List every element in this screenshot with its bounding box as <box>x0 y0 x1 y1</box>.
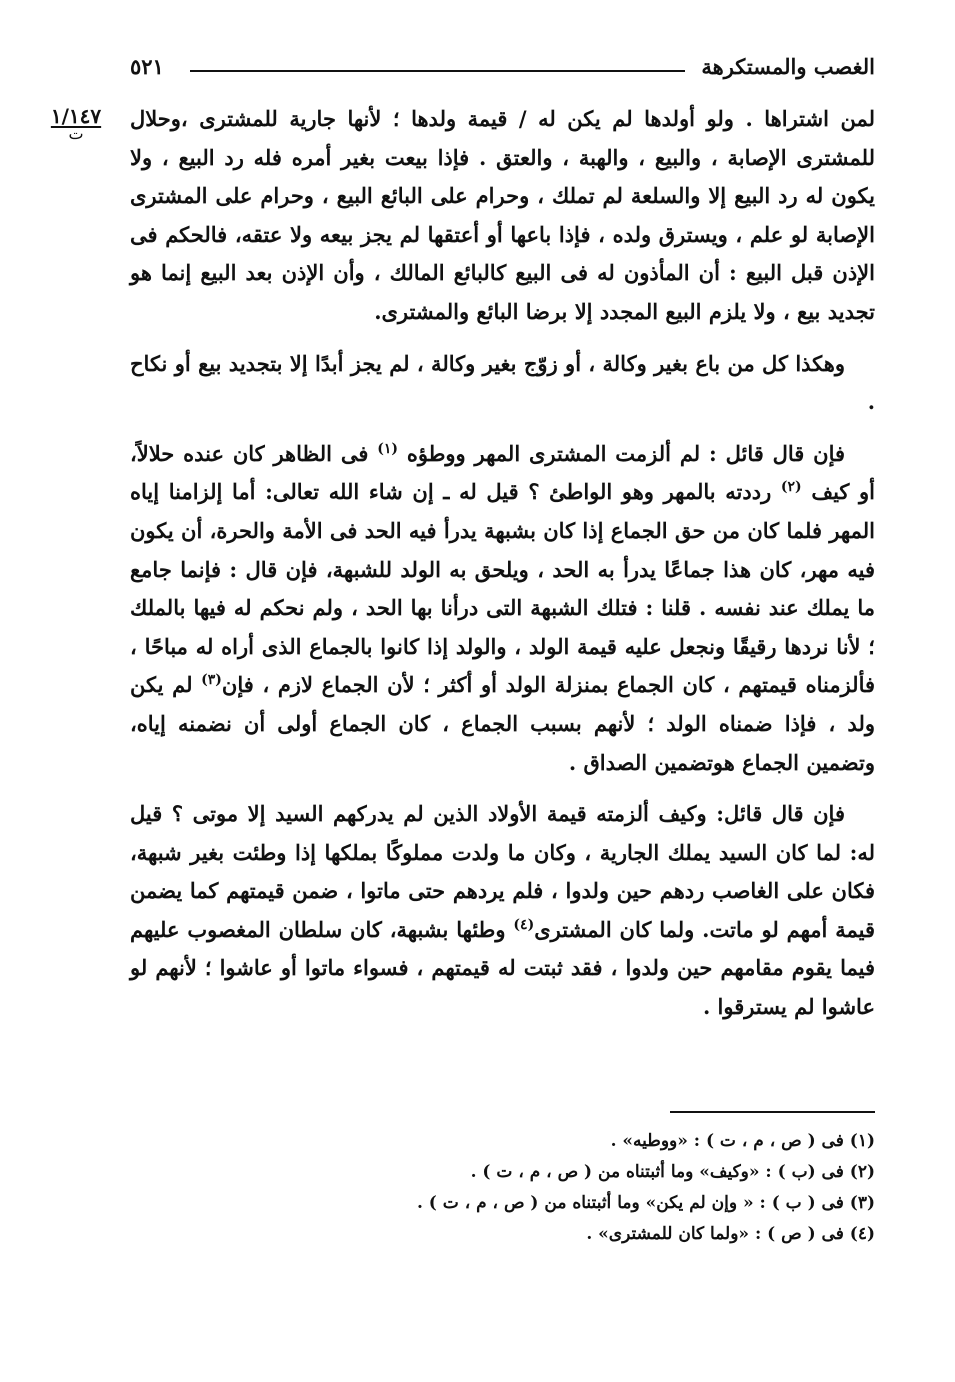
paragraph-text: رددته بالمهر وهو الواطئ ؟ قيل له ـ إن شاء الله تعالى: أما إلزامنا إياه المهر فلما كان من حق الجماع إذا كان بشبهة يدرأ فيه الحد فى الأمة والحرة، أن يكون فيه مهر، كان هذا جماعًا يدرأ به الحد ، ويلحق به الولد للشبهة، فإن قال : فإنما جامع ما يملك عند نفسه . قلنا : فتلك الشبهة التى درأنا بها الحد ، ولم نحكم له فيها بالملك ؛ لأنا نردها رقيقًا ونجعل عليه قيمة الولد ، والولد إذا كانوا بالجماع الذى أراه له مباحًا ، فألزمناه قيمتهم ، كان الجماع بمنزلة الولد أو أكثر ؛ لأن الجماع لازم ، فإن <box>130 479 876 698</box>
paragraph <box>130 435 875 782</box>
footnote: (١) فى ( ص ، م ، ت ) : «ووطيه» . <box>610 1131 875 1151</box>
page-number: ٥٢١ <box>130 54 164 79</box>
header-rule <box>190 70 685 72</box>
paragraph-text: فى الظاهر كان عنده حلالاً، أو كيف <box>130 440 876 505</box>
footnotes <box>130 1126 875 1250</box>
paragraph-text: وطئها بشبهة، كان سلطان المغصوب عليهم فيما يقوم مقامهم حين ولدوا ، فقد ثبتت له قيمتهم ، فسواء ماتوا أو عاشوا ؛ لأنهم لو عاشوا لم يسترقوا . <box>130 916 875 1020</box>
paragraph <box>130 795 875 1027</box>
chapter-title: الغصب والمستكرهة <box>701 54 875 79</box>
paragraph-text: فإن قال قائل: وكيف ألزمته قيمة الأولاد الذين لم يدركهم السيد إلا موتى ؟ قيل له: لما كان السيد يملك الجارية ، وكان ما ولدت مملوكًا بملكها إذا وطئت بغير شبهة، فكان على الغاصب ردهم حين ولدوا ، فلم يردهم حتى ماتوا ، ضمن قيمتهم كما يضمن قيمة أمهم لو ماتت. ولما كان المشترى <box>130 801 876 942</box>
footnote-separator <box>670 1111 875 1113</box>
paragraph: وهكذا كل من باع بغير وكالة ، أو زوّج بغير وكالة ، لم يجز أبدًا إلا بتجديد بيع أو نكاح . <box>130 350 875 415</box>
running-header <box>130 50 875 86</box>
footnote: (٢) فى (ب ) : «وكيف» وما أثبتناه من ( ص ، م ، ت ) . <box>470 1162 875 1182</box>
folio-manuscript-siglum: ت <box>68 124 84 143</box>
footnote-marker: (٣) <box>201 672 222 689</box>
manuscript-folio-note <box>42 104 110 143</box>
paragraph-text: لم يكن ولد ، فإذا ضمناه الولد ؛ لأنهم بسبب الجماع ، كان الجماع أولى أن نضمنه إياه، وتضمين الجماع هوتضمين الصداق . <box>130 672 875 775</box>
footnote: (٣) فى ( ب ) : « وإن لم يكن» وما أثبتناه من ( ص ، م ، ت ) . <box>416 1193 875 1213</box>
footnote-marker: (٤) <box>513 916 535 933</box>
footnote: (٤) فى ( ص ) : «ولما كان للمشترى» . <box>586 1224 875 1244</box>
footnote-marker: (١) <box>377 440 398 457</box>
main-text <box>130 100 875 1027</box>
folio-reference: ١/١٤٧ <box>50 104 102 128</box>
paragraph: لمن اشتراها . ولو أولدها لم يكن له / قيمة ولدها ؛ لأنها جارية للمشترى ،وحلال للمشترى الإصابة ، والبيع ، والهبة ، والعتق . فإذا بيعت بغير أمره فله رد البيع ، ولا يكون له رد البيع إلا والسلعة لم تملك ، وحرام على البائع البيع ، وحرام على المشترى الإصابة لو علم ، ويسترق ولده ، فإذا باعها أو أعتقها لم يجز بيعه ولا عتقه، فالحكم فى الإذن قبل البيع : أن المأذون له فى البيع كالبائع المالك ، وأن الإذن بعد البيع إنما هو تجديد بيع ، ولا يلزم البيع المجدد إلا برضا البائع والمشترى. <box>130 106 875 324</box>
paragraph-text: فإن قال قائل : لم ألزمت المشترى المهر ووطؤه <box>406 440 846 466</box>
footnote-marker: (٢) <box>780 479 802 496</box>
